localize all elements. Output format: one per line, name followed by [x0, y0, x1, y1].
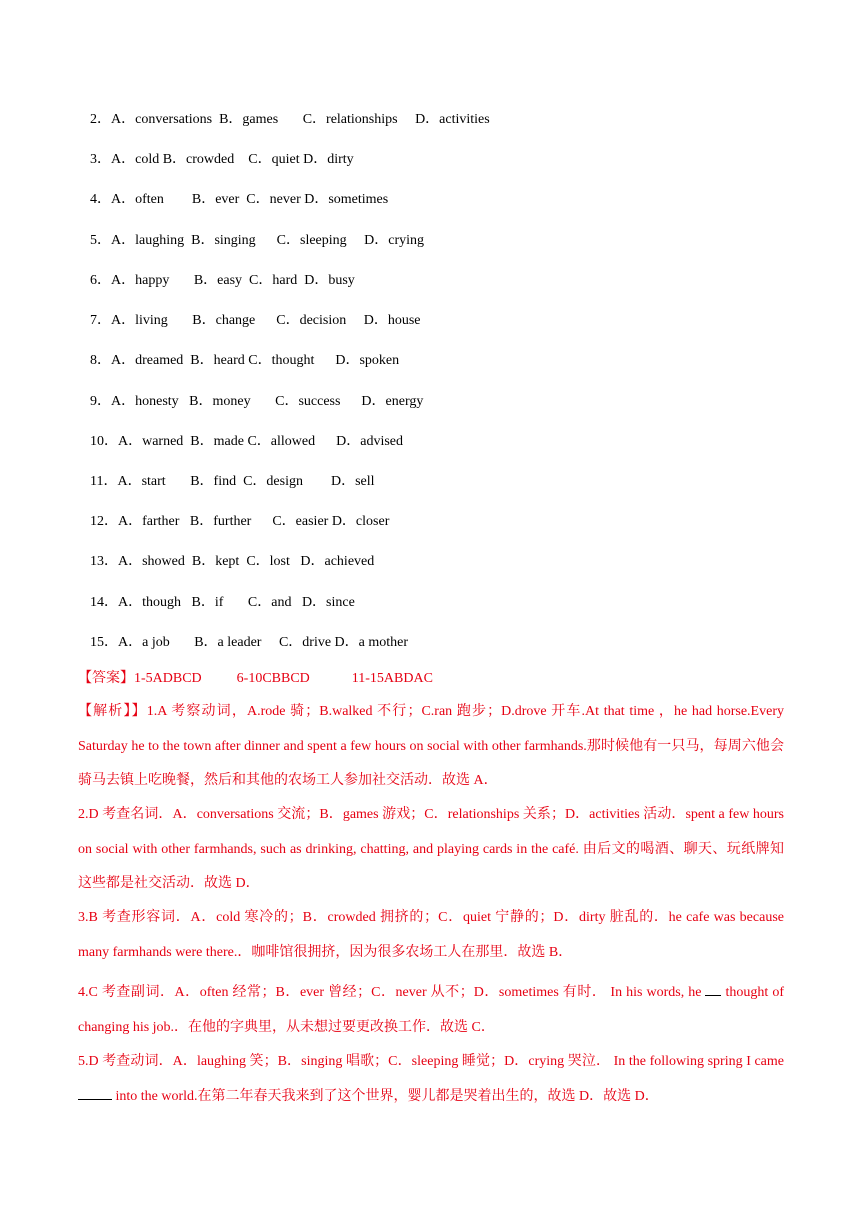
option-line-11: 11．A．start B．find C．design D．sell	[90, 474, 375, 489]
option-line-6: 6．A．happy B．easy C．hard D．busy	[90, 273, 355, 288]
option-line-15: 15．A．a job B．a leader C．drive D．a mother	[90, 635, 409, 650]
analysis-4-text-b: thought of changing his job.．在他的字典里，从未想过要更改换工作．故选 C．	[78, 985, 784, 1035]
analysis-4-text-a: 4.C 考查副词．A．often 经常；B．ever 曾经；C．never 从不；D．sometimes 有时． In his words, he	[78, 985, 706, 1000]
option-line-9: 9．A．honesty B．money C．success D．energy	[90, 394, 424, 409]
answer-key: 【答案】1-5ADBCD 6-10CBBCD 11-15ABDAC	[78, 671, 433, 686]
option-line-10: 10．A．warned B．made C．allowed D．advised	[90, 434, 403, 449]
analysis-paragraph-3: 3.B 考查形容词．A．cold 寒冷的；B．crowded 拥挤的；C．quiet 宁静的；D．dirty 脏乱的．he cafe was because many farmhands were there.．咖啡馆很拥挤，因为很多农场工人在那里．故选 B．	[78, 910, 784, 960]
blank-line	[78, 1099, 112, 1100]
option-line-4: 4．A．often B．ever C．never D．sometimes	[90, 192, 389, 207]
option-line-14: 14．A．though B．if C．and D．since	[90, 595, 355, 610]
analysis-5-text-b: into the world.在第二年春天我来到了这个世界，婴儿都是哭着出生的，故选 D．故选 D．	[112, 1088, 659, 1104]
option-line-13: 13．A．showed B．kept C．lost D．achieved	[90, 554, 375, 569]
option-line-2: 2．A．conversations B．games C．relationships D．activities	[90, 112, 490, 127]
analysis-5-text-a: 5.D 考查动词．A．laughing 笑；B．singing 唱歌；C．sleeping 睡觉；D．crying 哭泣． In the following spring I came	[78, 1054, 784, 1069]
option-line-12: 12．A．farther B．further C．easier D．closer	[90, 514, 390, 529]
analysis-paragraph-1: 【解析】】1.A 考察动词，A.rode 骑；B.walked 不行；C.ran 跑步；D.drove 开车.At that time ，he had horse.Every Saturday he to the town after dinner and spent a few hours on social with other farmhands.那时候他有一只马，每周六他会骑马去镇上吃晚餐，然后和其他的农场工人参加社交活动．故选 A．	[78, 704, 784, 788]
analysis-paragraph-4	[78, 976, 784, 1045]
option-line-5: 5．A．laughing B．singing C．sleeping D．crying	[90, 233, 425, 248]
analysis-paragraph-5	[78, 1045, 784, 1114]
analysis-paragraph-2: 2.D 考查名词．A．conversations 交流；B．games 游戏；C．relationships 关系；D．activities 活动．spent a few hours on social with other farmhands, such as drinking, chatting, and playing cards in the café. 由后文的喝酒、聊天、玩纸牌知这些都是社交活动．故选 D．	[78, 807, 784, 891]
option-line-7: 7．A．living B．change C．decision D．house	[90, 313, 421, 328]
option-line-8: 8．A．dreamed B．heard C．thought D．spoken	[90, 353, 400, 368]
option-line-3: 3．A．cold B．crowded C．quiet D．dirty	[90, 152, 354, 167]
blank-line	[705, 995, 721, 996]
